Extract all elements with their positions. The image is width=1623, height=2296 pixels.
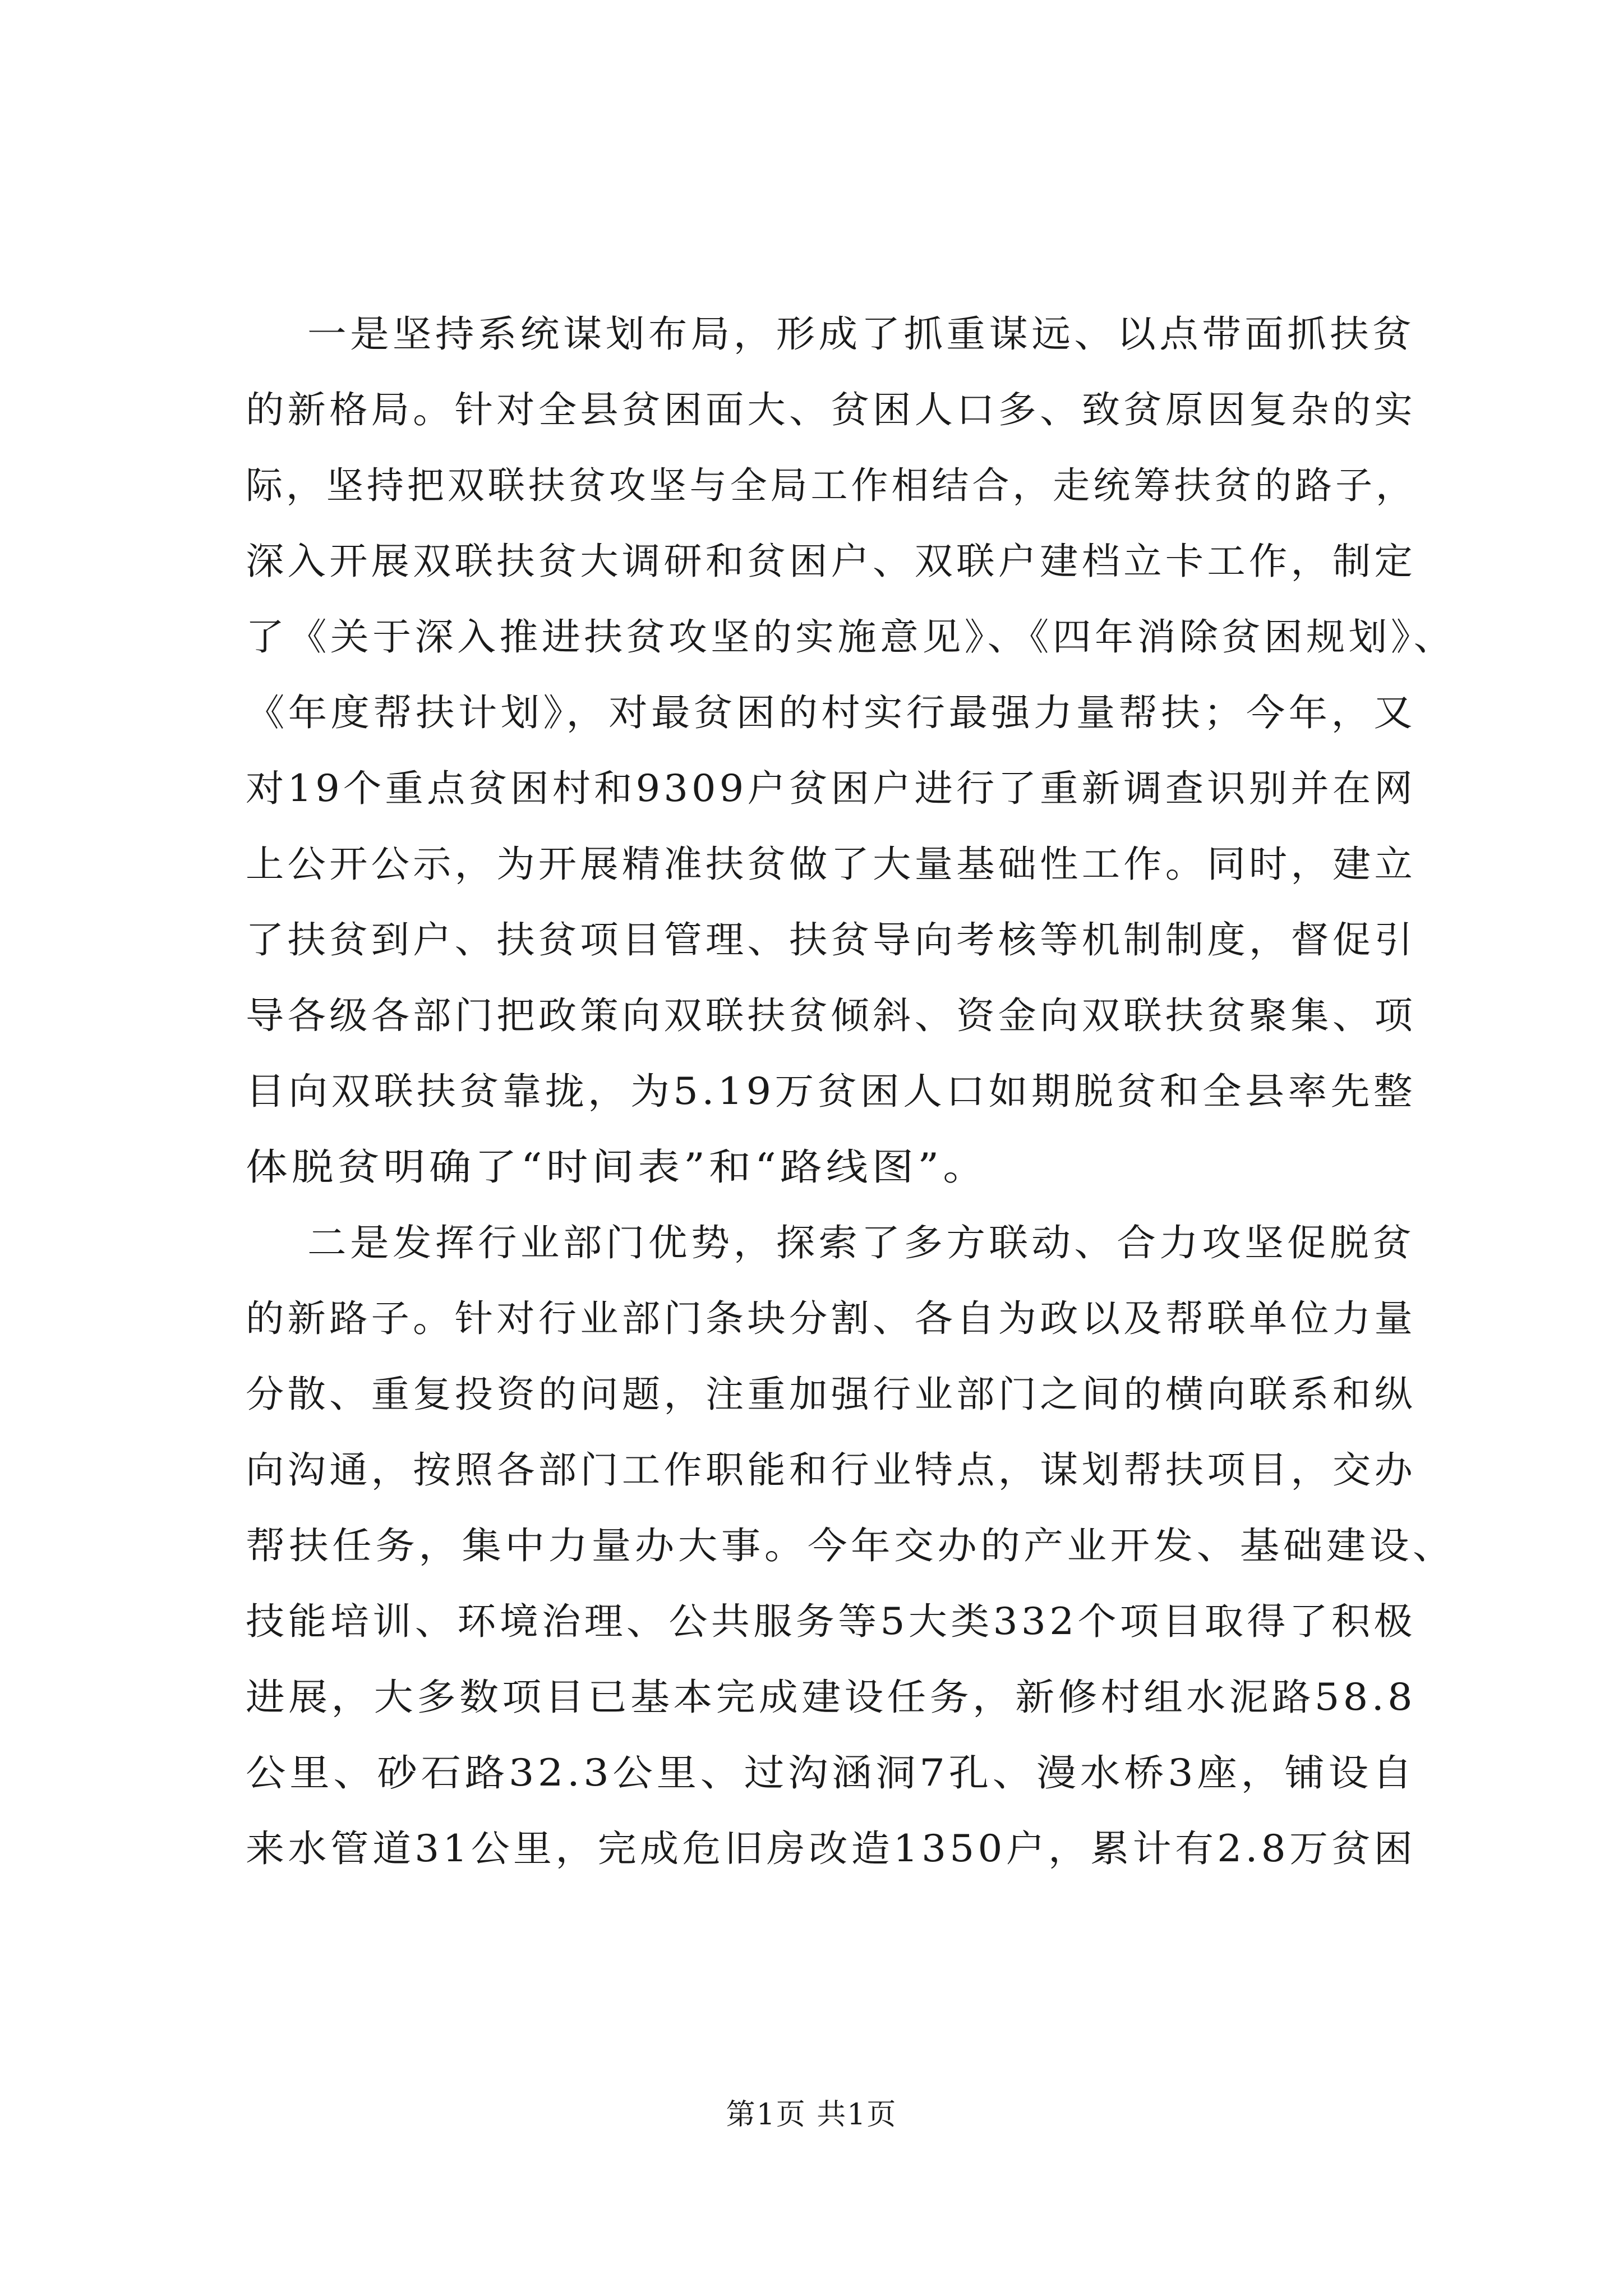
paragraph-1-line-11: 目向双联扶贫靠拢，为5.19万贫困人口如期脱贫和全县率先整 (246, 1070, 1416, 1113)
paragraph-1-line-1: 一是坚持系统谋划布局，形成了抓重谋远、以点带面抓扶贫 (307, 312, 1415, 356)
paragraph-2-line-4: 向沟通，按照各部门工作职能和行业特点，谋划帮扶项目，交办 (246, 1448, 1416, 1492)
paragraph-1-line-2: 的新格局。针对全县贫困面大、贫困人口多、致贫原因复杂的实 (246, 388, 1416, 431)
paragraph-2-line-6: 技能培训、环境治理、公共服务等5大类332个项目取得了积极 (246, 1600, 1416, 1643)
paragraph-2-line-3: 分散、重复投资的问题，注重加强行业部门之间的横向联系和纵 (246, 1373, 1416, 1416)
paragraph-2-line-9: 来水管道31公里，完成危旧房改造1350户，累计有2.8万贫困 (246, 1827, 1416, 1870)
paragraph-1-line-3: 际，坚持把双联扶贫攻坚与全局工作相结合，走统筹扶贫的路子， (246, 464, 1416, 507)
paragraph-1-line-7: 对19个重点贫困村和9309户贫困户进行了重新调查识别并在网 (246, 767, 1416, 810)
paragraph-1-line-4: 深入开展双联扶贫大调研和贫困户、双联户建档立卡工作，制定 (246, 540, 1416, 583)
paragraph-2-line-7: 进展，大多数项目已基本完成建设任务，新修村组水泥路58.8 (246, 1676, 1416, 1719)
paragraph-1-line-5: 了《关于深入推进扶贫攻坚的实施意见》、《四年消除贫困规划》、 (246, 615, 1456, 659)
paragraph-1-line-10: 导各级各部门把政策向双联扶贫倾斜、资金向双联扶贫聚集、项 (246, 994, 1416, 1037)
paragraph-1-line-6: 《年度帮扶计划》，对最贫困的村实行最强力量帮扶；今年，又 (246, 691, 1416, 734)
page-footer: 第1页 共1页 (726, 2098, 897, 2132)
paragraph-2-line-2: 的新路子。针对行业部门条块分割、各自为政以及帮联单位力量 (246, 1297, 1416, 1340)
paragraph-2-line-1: 二是发挥行业部门优势，探索了多方联动、合力攻坚促脱贫 (307, 1221, 1415, 1264)
paragraph-1-line-9: 了扶贫到户、扶贫项目管理、扶贫导向考核等机制制度，督促引 (246, 918, 1416, 961)
paragraph-2-line-5: 帮扶任务，集中力量办大事。今年交办的产业开发、基础建设、 (246, 1524, 1456, 1567)
paragraph-1-line-8: 上公开公示，为开展精准扶贫做了大量基础性工作。同时，建立 (246, 843, 1416, 886)
paragraph-2-line-8: 公里、砂石路32.3公里、过沟涵洞7孔、漫水桥3座，铺设自 (246, 1751, 1416, 1795)
paragraph-1-line-12: 体脱贫明确了“时间表”和“路线图”。 (246, 1145, 989, 1189)
